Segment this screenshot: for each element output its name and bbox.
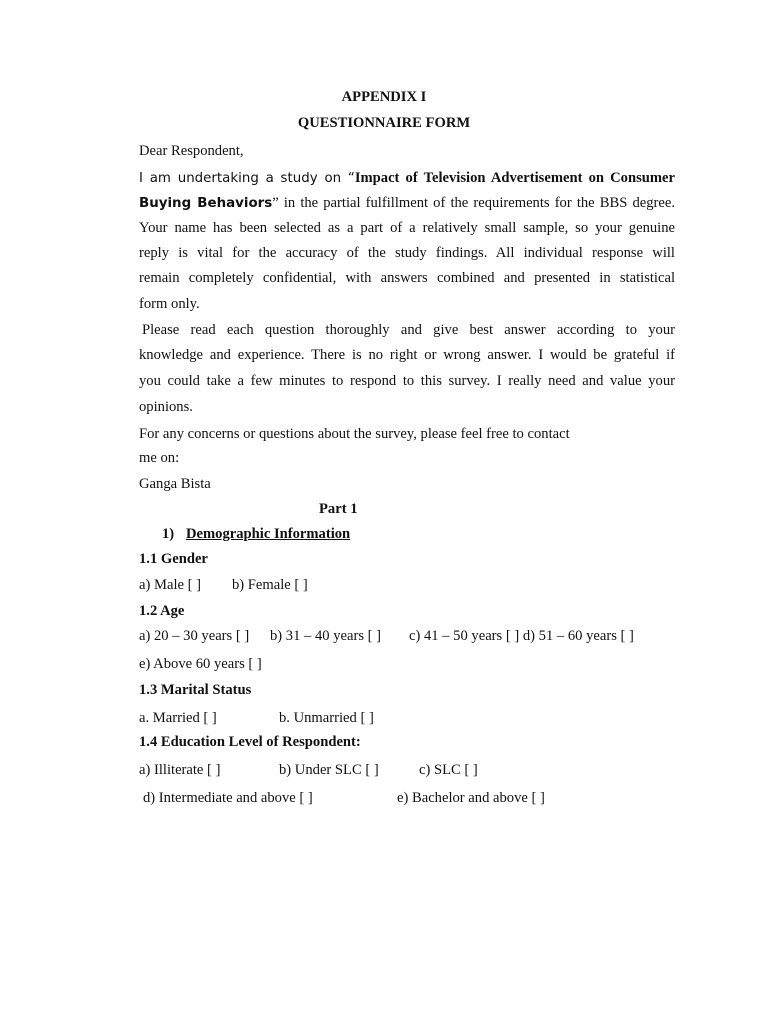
letter-line-2-rest: ” in the partial fulfillment of the requirements for the BBS degree. xyxy=(272,195,675,211)
education-option-under-slc[interactable]: b) Under SLC [ ] xyxy=(279,762,379,778)
age-option-c-d[interactable]: c) 41 – 50 years [ ] d) 51 – 60 years [ ] xyxy=(409,628,634,644)
para2-line-4: opinions. xyxy=(139,399,193,415)
marital-option-married[interactable]: a. Married [ ] xyxy=(139,710,217,726)
study-title-part2: Buying Behaviors xyxy=(139,196,273,211)
letter-line-6: form only. xyxy=(139,296,200,312)
letter-line-5: remain completely confidential, with answers combined and presented in statistical xyxy=(139,270,675,286)
gender-option-male[interactable]: a) Male [ ] xyxy=(139,577,201,593)
question-education-label: 1.4 Education Level of Respondent: xyxy=(139,734,361,750)
appendix-heading: APPENDIX I xyxy=(341,89,427,105)
gender-option-female[interactable]: b) Female [ ] xyxy=(232,577,308,593)
study-title-part1: Impact of Television Advertisement on Consumer xyxy=(354,170,675,186)
para2-line-2: knowledge and experience. There is no right or wrong answer. I would be grateful if xyxy=(139,347,675,363)
age-option-e[interactable]: e) Above 60 years [ ] xyxy=(139,656,262,672)
question-marital-label: 1.3 Marital Status xyxy=(139,682,252,698)
letter-line-2 xyxy=(139,194,675,213)
letter-line-1 xyxy=(139,169,675,188)
letter-line-3: Your name has been selected as a part of a relatively small sample, so your genuine xyxy=(139,220,675,236)
signature-name: Ganga Bista xyxy=(139,476,211,492)
part-heading: Part 1 xyxy=(319,501,358,517)
education-option-bachelor[interactable]: e) Bachelor and above [ ] xyxy=(397,790,545,806)
marital-option-unmarried[interactable]: b. Unmarried [ ] xyxy=(279,710,374,726)
letter-line-4: reply is vital for the accuracy of the study findings. All individual response will xyxy=(139,245,675,261)
education-option-illiterate[interactable]: a) Illiterate [ ] xyxy=(139,762,221,778)
contact-line-2: me on: xyxy=(139,450,180,466)
para2-line-1: Please read each question thoroughly and give best answer according to your xyxy=(142,322,675,338)
form-title: QUESTIONNAIRE FORM xyxy=(297,115,471,131)
para2-line-3: you could take a few minutes to respond to this survey. I really need and value your xyxy=(139,373,675,389)
age-option-a[interactable]: a) 20 – 30 years [ ] xyxy=(139,628,250,644)
question-gender-label: 1.1 Gender xyxy=(139,551,208,567)
age-option-b[interactable]: b) 31 – 40 years [ ] xyxy=(270,628,382,644)
section-number: 1) xyxy=(162,526,175,542)
question-age-label: 1.2 Age xyxy=(139,603,185,619)
intro-text: I am undertaking a study on “ xyxy=(139,171,355,186)
contact-line-1: For any concerns or questions about the survey, please feel free to contact xyxy=(139,426,570,442)
section-title: Demographic Information xyxy=(186,526,351,542)
salutation: Dear Respondent, xyxy=(139,143,244,159)
education-option-intermediate[interactable]: d) Intermediate and above [ ] xyxy=(143,790,313,806)
education-option-slc[interactable]: c) SLC [ ] xyxy=(419,762,478,778)
